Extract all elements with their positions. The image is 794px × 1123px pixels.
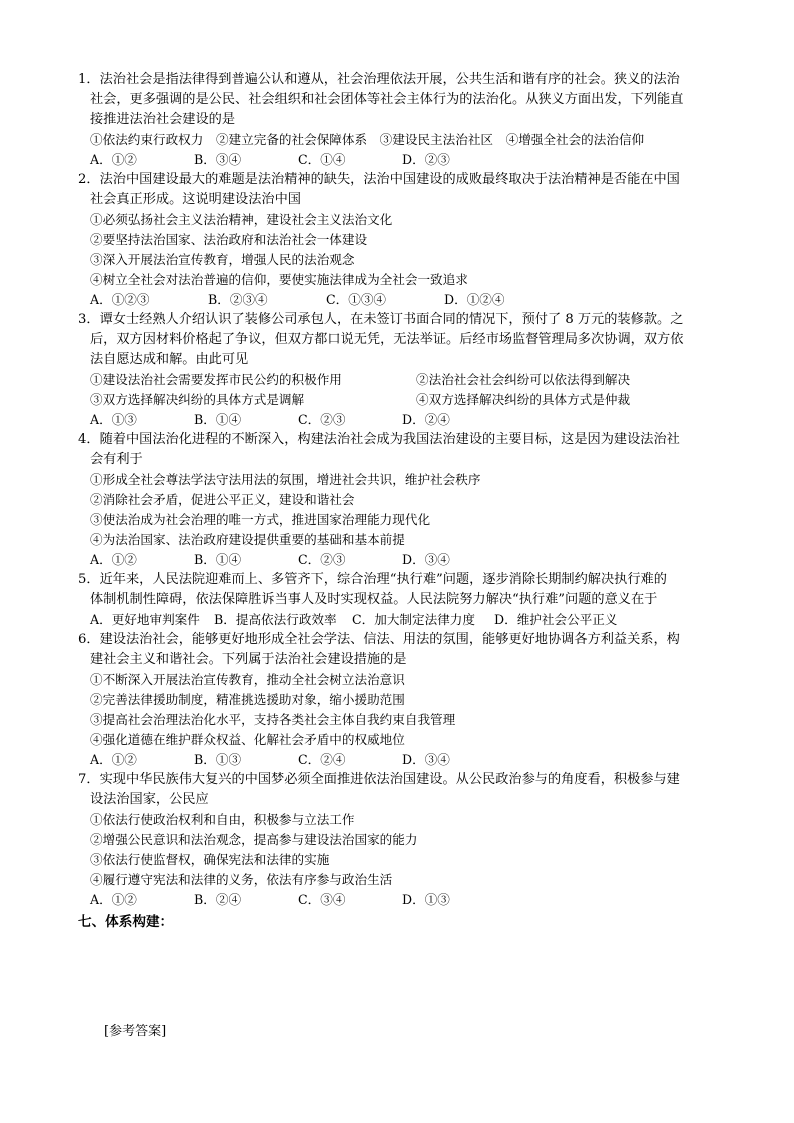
- question-3: [78, 310, 728, 430]
- option-item: ①形成全社会尊法学法守法用法的氛围，增进社会共识，维护社会秩序: [90, 472, 481, 487]
- choice-a[interactable]: A．①②: [90, 892, 137, 907]
- option-item: ①必须弘扬社会主义法治精神，建设社会主义法治文化: [90, 212, 393, 227]
- option-item: ②消除社会矛盾，促进公平正义，建设和谐社会: [90, 492, 355, 507]
- option-item: ④树立全社会对法治普遍的信仰，要使实施法律成为全社会一致追求: [90, 272, 468, 287]
- question-text: 法自愿达成和解。由此可见: [90, 352, 249, 367]
- answer-choices: [78, 550, 728, 570]
- option-item: ①依法行使政治权利和自由，积极参与立法工作: [90, 812, 355, 827]
- question-7: [78, 770, 728, 910]
- choice-a[interactable]: A．①③: [90, 412, 137, 427]
- question-text: 2．法治中国建设最大的难题是法治精神的缺失，法治中国建设的成败最终取决于法治精神是否能在中国: [78, 172, 680, 187]
- question-1: [78, 70, 728, 170]
- option-item: ②法治社会社会纠纷可以依法得到解决: [416, 372, 631, 387]
- choice-d[interactable]: D．③④: [402, 552, 450, 567]
- choice-b[interactable]: B．③④: [194, 152, 242, 167]
- option-item: ③深入开展法治宣传教育，增强人民的法治观念: [90, 252, 355, 267]
- option-item: ①不断深入开展法治宣传教育，推动全社会树立法治意识: [90, 672, 405, 687]
- choice-b[interactable]: B．②③④: [208, 292, 268, 307]
- answer-choices: [78, 890, 728, 910]
- option-item: ④为法治国家、法治政府建设提供重要的基础和基本前提: [90, 532, 405, 547]
- choice-d[interactable]: D．①②④: [444, 292, 505, 307]
- question-text: 后，双方因材料价格起了争议，但双方都口说无凭，无法举证。后经市场监督管理局多次协调，双方依: [90, 332, 684, 347]
- choice-d[interactable]: D．②③: [402, 152, 450, 167]
- option-item: ②增强公民意识和法治观念，提高参与建设法治国家的能力: [90, 832, 418, 847]
- option-item: ③依法行使监督权，确保宪法和法律的实施: [90, 852, 330, 867]
- option-item: ②要坚持法治国家、法治政府和法治社会一体建设: [90, 232, 368, 247]
- question-text: 社会，更多强调的是公民、社会组织和社会团体等社会主体行为的法治化。从狭义方面出发，下列能直: [90, 92, 684, 107]
- question-text: 社会真正形成。这说明建设法治中国: [90, 192, 301, 207]
- option-row: [78, 390, 728, 410]
- choice-d[interactable]: D．③④: [402, 752, 450, 767]
- choice-a[interactable]: A．①②: [90, 152, 137, 167]
- choice-d[interactable]: D．维护社会公平正义: [494, 612, 618, 627]
- question-text: 6．建设法治社会，能够更好地形成全社会学法、信法、用法的氛围，能够更好地协调各方利益关系，构: [78, 632, 680, 647]
- choice-b[interactable]: B．提高依法行政效率: [214, 612, 337, 627]
- question-text: 7．实现中华民族伟大复兴的中国梦必须全面推进依法治国建设。从公民政治参与的角度看，积极参与建: [78, 772, 680, 787]
- answer-choices: [78, 610, 728, 630]
- reference-answer-label: [参考答案]: [104, 1024, 167, 1039]
- question-6: [78, 630, 728, 770]
- choice-a[interactable]: A．①②③: [90, 292, 150, 307]
- answer-choices: [78, 150, 728, 170]
- question-text: 设法治国家，公民应: [90, 792, 209, 807]
- choice-c[interactable]: C．加大制定法律力度: [352, 612, 475, 627]
- option-item: ③提高社会治理法治化水平，支持各类社会主体自我约束自我管理: [90, 712, 456, 727]
- question-text: 3．谭女士经熟人介绍认识了装修公司承包人，在未签订书面合同的情况下，预付了 8 万元的装修款。之: [78, 312, 684, 327]
- option-item: ②完善法律援助制度，精准挑选援助对象，缩小援助范围: [90, 692, 405, 707]
- option-line: ①依法约束行政权力 ②建立完备的社会保障体系 ③建设民主法治社区 ④增强全社会的法治信仰: [90, 132, 645, 147]
- question-text: 体制机制性障碍，依法保障胜诉当事人及时实现权益。人民法院努力解决“执行难”问题的意义在于: [90, 592, 658, 607]
- question-text: 建社会主义和谐社会。下列属于法治社会建设措施的是: [90, 652, 407, 667]
- question-5: [78, 570, 728, 630]
- choice-c[interactable]: C．②③: [298, 412, 346, 427]
- question-2: [78, 170, 728, 310]
- choice-a[interactable]: A．①②: [90, 752, 137, 767]
- question-text: 4．随着中国法治化进程的不断深入，构建法治社会成为我国法治建设的主要目标，这是因为建设法治社: [78, 432, 680, 447]
- option-item: ④强化道德在维护群众权益、化解社会矛盾中的权威地位: [90, 732, 405, 747]
- answer-choices: [78, 750, 728, 770]
- choice-c[interactable]: C．②③: [298, 552, 346, 567]
- option-row: [78, 370, 728, 390]
- answer-choices: [78, 290, 728, 310]
- choice-c[interactable]: C．①③④: [326, 292, 387, 307]
- option-item: ④双方选择解决纠纷的具体方式是仲裁: [416, 392, 631, 407]
- choice-c[interactable]: C．③④: [298, 892, 346, 907]
- question-text: 会有利于: [90, 452, 143, 467]
- answer-choices: [78, 410, 728, 430]
- choice-a[interactable]: A．①②: [90, 552, 137, 567]
- choice-c[interactable]: C．①④: [298, 152, 346, 167]
- question-text: 接推进法治社会建设的是: [90, 112, 236, 127]
- section-title: 七、体系构建：: [78, 914, 174, 930]
- choice-b[interactable]: B．①④: [194, 412, 242, 427]
- choice-d[interactable]: D．①③: [402, 892, 450, 907]
- choice-d[interactable]: D．②④: [402, 412, 450, 427]
- option-item: ④履行遵守宪法和法律的义务，依法有序参与政治生活: [90, 872, 393, 887]
- option-item: ③双方选择解决纠纷的具体方式是调解: [90, 392, 305, 407]
- choice-a[interactable]: A．更好地审判案件: [90, 612, 200, 627]
- question-text: 1．法治社会是指法律得到普遍公认和遵从，社会治理依法开展，公共生活和谐有序的社会。狭义的法治: [78, 72, 680, 87]
- choice-c[interactable]: C．②④: [298, 752, 346, 767]
- option-item: ①建设法治社会需要发挥市民公约的积极作用: [90, 372, 342, 387]
- question-sheet: [78, 70, 728, 932]
- choice-b[interactable]: B．②④: [194, 892, 242, 907]
- choice-b[interactable]: B．①③: [194, 752, 242, 767]
- option-item: ③使法治成为社会治理的唯一方式，推进国家治理能力现代化: [90, 512, 431, 527]
- question-4: [78, 430, 728, 570]
- choice-b[interactable]: B．①④: [194, 552, 242, 567]
- question-text: 5．近年来，人民法院迎难而上、多管齐下，综合治理“执行难”问题，逐步消除长期制约解决执行难的: [78, 572, 667, 587]
